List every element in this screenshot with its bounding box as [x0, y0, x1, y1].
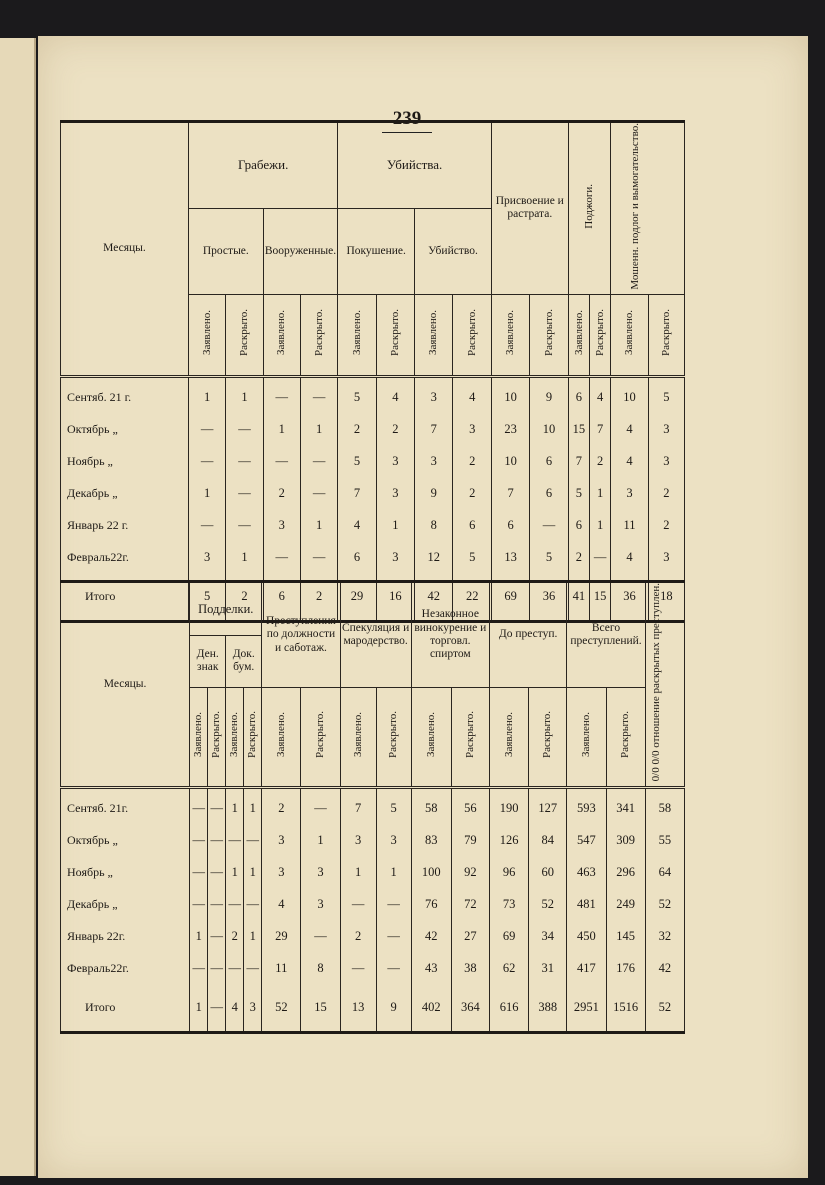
total-cell: 2951: [567, 985, 606, 1033]
value-cell: 4: [611, 414, 648, 446]
total-cell: 1: [190, 985, 208, 1033]
group-murder: Убийства.: [338, 122, 492, 209]
col-label: Заявлено.: [567, 687, 606, 787]
value-cell: —: [208, 921, 226, 953]
value-cell: 145: [606, 921, 645, 953]
value-cell: 4: [453, 382, 491, 414]
value-cell: —: [244, 825, 262, 857]
value-cell: 7: [590, 414, 611, 446]
total-cell: 36: [611, 574, 648, 622]
group-fraud: [611, 122, 685, 295]
value-cell: 13: [491, 542, 529, 574]
value-cell: 1: [226, 382, 263, 414]
value-cell: 2: [568, 542, 589, 574]
value-cell: 52: [529, 889, 567, 921]
value-cell: 4: [590, 382, 611, 414]
value-cell: 3: [188, 542, 225, 574]
col-label: Раскрыто.: [244, 687, 262, 787]
total-cell: 52: [262, 985, 301, 1033]
value-cell: —: [301, 793, 340, 825]
value-cell: —: [190, 889, 208, 921]
month-cell: Декабрь „: [61, 889, 190, 921]
table-row: [61, 921, 685, 953]
value-cell: 32: [645, 921, 684, 953]
value-cell: 4: [262, 889, 301, 921]
value-cell: 1: [590, 478, 611, 510]
col-label: Раскрыто.: [530, 294, 568, 376]
value-cell: —: [226, 446, 263, 478]
value-cell: 2: [226, 921, 244, 953]
table-row: [61, 414, 685, 446]
value-cell: —: [188, 414, 225, 446]
value-cell: 547: [567, 825, 606, 857]
month-cell: Январь 22г.: [61, 921, 190, 953]
col-label: Заявлено.: [568, 294, 589, 376]
value-cell: 3: [376, 478, 414, 510]
table-row: [61, 793, 685, 825]
value-cell: 3: [415, 446, 453, 478]
table-row: [61, 953, 685, 985]
value-cell: —: [300, 478, 337, 510]
col-label: Заявлено.: [188, 294, 225, 376]
col-label: Заявлено.: [338, 294, 376, 376]
value-cell: 3: [301, 889, 340, 921]
value-cell: 6: [568, 382, 589, 414]
col-label: Заявлено.: [262, 687, 301, 787]
value-cell: 3: [376, 446, 414, 478]
value-cell: 1: [244, 857, 262, 889]
total-cell: —: [208, 985, 226, 1033]
month-cell: Январь 22 г.: [61, 510, 189, 542]
total-cell: 22: [453, 574, 491, 622]
value-cell: 43: [411, 953, 451, 985]
value-cell: 1: [244, 793, 262, 825]
value-cell: 5: [376, 793, 411, 825]
value-cell: 2: [263, 478, 300, 510]
value-cell: 3: [648, 414, 684, 446]
total-cell: 402: [411, 985, 451, 1033]
month-cell: Сентяб. 21 г.: [61, 382, 189, 414]
value-cell: 1: [301, 825, 340, 857]
value-cell: 3: [415, 382, 453, 414]
value-cell: 2: [453, 478, 491, 510]
value-cell: 1: [300, 414, 337, 446]
group-total-crimes: Всего преступлений.: [567, 582, 645, 688]
value-cell: 3: [340, 825, 376, 857]
value-cell: —: [208, 889, 226, 921]
value-cell: —: [530, 510, 568, 542]
value-cell: 1: [263, 414, 300, 446]
value-cell: 9: [530, 382, 568, 414]
value-cell: 4: [611, 542, 648, 574]
value-cell: 2: [453, 446, 491, 478]
total-row: [61, 985, 685, 1033]
value-cell: 69: [490, 921, 529, 953]
value-cell: 62: [490, 953, 529, 985]
value-cell: —: [190, 825, 208, 857]
value-cell: 341: [606, 793, 645, 825]
value-cell: 84: [529, 825, 567, 857]
col-label: Раскрыто.: [208, 687, 226, 787]
value-cell: 4: [376, 382, 414, 414]
value-cell: 72: [451, 889, 489, 921]
value-cell: 1: [376, 857, 411, 889]
value-cell: —: [188, 510, 225, 542]
total-cell: 36: [530, 574, 568, 622]
value-cell: 463: [567, 857, 606, 889]
value-cell: 126: [490, 825, 529, 857]
col-label: Заявлено.: [263, 294, 300, 376]
table-row: [61, 542, 685, 574]
value-cell: —: [244, 889, 262, 921]
value-cell: 42: [645, 953, 684, 985]
value-cell: —: [226, 825, 244, 857]
value-cell: 8: [415, 510, 453, 542]
month-cell: Октябрь „: [61, 825, 190, 857]
total-cell: 4: [226, 985, 244, 1033]
col-label: Раскрыто.: [606, 687, 645, 787]
value-cell: 5: [338, 382, 376, 414]
total-cell: 1516: [606, 985, 645, 1033]
value-cell: 249: [606, 889, 645, 921]
value-cell: 56: [451, 793, 489, 825]
value-cell: 29: [262, 921, 301, 953]
value-cell: 83: [411, 825, 451, 857]
value-cell: 6: [568, 510, 589, 542]
value-cell: —: [208, 825, 226, 857]
value-cell: —: [340, 953, 376, 985]
total-cell: 52: [645, 985, 684, 1033]
month-cell: Ноябрь „: [61, 857, 190, 889]
value-cell: —: [263, 382, 300, 414]
value-cell: 34: [529, 921, 567, 953]
value-cell: 1: [190, 921, 208, 953]
total-cell: 42: [415, 574, 453, 622]
value-cell: 5: [568, 478, 589, 510]
col-label: Заявлено.: [190, 687, 208, 787]
value-cell: 23: [491, 414, 529, 446]
value-cell: 55: [645, 825, 684, 857]
value-cell: 42: [411, 921, 451, 953]
value-cell: 52: [645, 889, 684, 921]
group-fraud-label: Мошенн. подлог и вымогательство.: [628, 123, 641, 290]
value-cell: 1: [226, 542, 263, 574]
value-cell: 593: [567, 793, 606, 825]
value-cell: 1: [188, 382, 225, 414]
value-cell: 190: [490, 793, 529, 825]
value-cell: —: [190, 857, 208, 889]
total-cell: 9: [376, 985, 411, 1033]
col-label: Заявлено.: [340, 687, 376, 787]
total-cell: 616: [490, 985, 529, 1033]
group-moonshine: Незаконное винокурение и торговл. спиртом: [411, 582, 489, 688]
value-cell: 127: [529, 793, 567, 825]
value-cell: 2: [340, 921, 376, 953]
value-cell: 58: [411, 793, 451, 825]
col-label: Раскрыто.: [453, 294, 491, 376]
value-cell: 6: [338, 542, 376, 574]
value-cell: 3: [648, 542, 684, 574]
value-cell: 92: [451, 857, 489, 889]
value-cell: —: [188, 446, 225, 478]
value-cell: 417: [567, 953, 606, 985]
value-cell: 7: [338, 478, 376, 510]
value-cell: 5: [530, 542, 568, 574]
value-cell: 7: [415, 414, 453, 446]
total-cell: 6: [263, 574, 300, 622]
value-cell: 3: [262, 857, 301, 889]
col-label: Заявлено.: [611, 294, 648, 376]
value-cell: —: [244, 953, 262, 985]
sub-simple: Простые.: [188, 209, 263, 294]
value-cell: 2: [262, 793, 301, 825]
sub-killing: Убийство.: [415, 209, 492, 294]
value-cell: —: [376, 921, 411, 953]
value-cell: 3: [376, 542, 414, 574]
group-forgery: Подделки.: [190, 582, 262, 636]
crime-table-1: [60, 120, 685, 623]
col-label: Раскрыто.: [529, 687, 567, 787]
value-cell: 1: [340, 857, 376, 889]
value-cell: 6: [530, 446, 568, 478]
group-speculation: Спекуляция и мародерство.: [340, 582, 411, 688]
total-cell: 18: [648, 574, 684, 622]
value-cell: 73: [490, 889, 529, 921]
month-cell: Сентяб. 21г.: [61, 793, 190, 825]
sub-armed: Вооруженные.: [263, 209, 338, 294]
value-cell: —: [300, 446, 337, 478]
col-label: Раскрыто.: [590, 294, 611, 376]
value-cell: 31: [529, 953, 567, 985]
sub-attempt: Покушение.: [338, 209, 415, 294]
value-cell: 2: [648, 478, 684, 510]
value-cell: 5: [338, 446, 376, 478]
col-label: Раскрыто.: [301, 687, 340, 787]
sub-money-signs: Ден. знак: [190, 635, 226, 687]
table-row: [61, 510, 685, 542]
col-label: Раскрыто.: [376, 294, 414, 376]
col-label: Раскрыто.: [226, 294, 263, 376]
left-page-edge: [0, 38, 36, 1176]
value-cell: —: [226, 889, 244, 921]
value-cell: 3: [453, 414, 491, 446]
month-column-header-2: Месяцы.: [61, 582, 190, 788]
value-cell: 4: [338, 510, 376, 542]
value-cell: 1: [300, 510, 337, 542]
month-cell: Февраль22г.: [61, 953, 190, 985]
table-row: [61, 889, 685, 921]
value-cell: 2: [338, 414, 376, 446]
value-cell: 481: [567, 889, 606, 921]
group-other-crimes: До преступ.: [490, 582, 567, 688]
value-cell: 5: [453, 542, 491, 574]
value-cell: 96: [490, 857, 529, 889]
value-cell: 4: [611, 446, 648, 478]
value-cell: 15: [568, 414, 589, 446]
value-cell: 10: [530, 414, 568, 446]
value-cell: 64: [645, 857, 684, 889]
value-cell: —: [376, 889, 411, 921]
value-cell: —: [340, 889, 376, 921]
value-cell: 3: [611, 478, 648, 510]
value-cell: 2: [648, 510, 684, 542]
group-arson-label: Поджоги.: [583, 183, 596, 229]
table-2-body: [61, 787, 685, 1032]
col-label: Заявлено.: [226, 687, 244, 787]
value-cell: —: [226, 478, 263, 510]
total-cell: 3: [244, 985, 262, 1033]
value-cell: —: [226, 414, 263, 446]
value-cell: 3: [301, 857, 340, 889]
value-cell: 296: [606, 857, 645, 889]
value-cell: —: [208, 793, 226, 825]
value-cell: —: [226, 953, 244, 985]
value-cell: 7: [568, 446, 589, 478]
value-cell: 2: [590, 446, 611, 478]
table-row: [61, 857, 685, 889]
value-cell: 7: [340, 793, 376, 825]
value-cell: —: [376, 953, 411, 985]
value-cell: 3: [263, 510, 300, 542]
value-cell: 27: [451, 921, 489, 953]
value-cell: 309: [606, 825, 645, 857]
value-cell: 60: [529, 857, 567, 889]
month-cell: Ноябрь „: [61, 446, 189, 478]
value-cell: —: [208, 857, 226, 889]
group-percent-solved-label: 0/0 0/0 отношение раскрытых преступлен.: [649, 583, 662, 782]
table-row: [61, 446, 685, 478]
value-cell: —: [300, 542, 337, 574]
value-cell: 12: [415, 542, 453, 574]
total-cell: 15: [301, 985, 340, 1033]
value-cell: —: [208, 953, 226, 985]
crime-table-2: [60, 580, 685, 1034]
total-cell: 13: [340, 985, 376, 1033]
total-cell: 364: [451, 985, 489, 1033]
value-cell: 6: [530, 478, 568, 510]
col-label: Раскрыто.: [451, 687, 489, 787]
value-cell: 176: [606, 953, 645, 985]
table-row: [61, 382, 685, 414]
value-cell: —: [263, 446, 300, 478]
total-cell: 15: [590, 574, 611, 622]
table-row: [61, 478, 685, 510]
value-cell: 10: [491, 446, 529, 478]
total-label: Итого: [61, 574, 189, 622]
total-cell: 16: [376, 574, 414, 622]
value-cell: —: [301, 921, 340, 953]
value-cell: 6: [491, 510, 529, 542]
value-cell: 9: [415, 478, 453, 510]
value-cell: 1: [188, 478, 225, 510]
value-cell: 2: [376, 414, 414, 446]
page-number: 239: [382, 108, 432, 133]
value-cell: —: [263, 542, 300, 574]
value-cell: 58: [645, 793, 684, 825]
group-percent-solved: [645, 582, 684, 788]
total-cell: 2: [226, 574, 263, 622]
total-cell: 69: [491, 574, 529, 622]
col-label: Заявлено.: [491, 294, 529, 376]
value-cell: —: [190, 953, 208, 985]
value-cell: 3: [262, 825, 301, 857]
month-cell: Февраль22г.: [61, 542, 189, 574]
month-cell: Декабрь „: [61, 478, 189, 510]
value-cell: 1: [244, 921, 262, 953]
value-cell: 1: [226, 857, 244, 889]
value-cell: 10: [491, 382, 529, 414]
value-cell: 38: [451, 953, 489, 985]
col-label: Заявлено.: [415, 294, 453, 376]
value-cell: 10: [611, 382, 648, 414]
group-office-crimes: Преступления по должности и саботаж.: [262, 582, 340, 688]
month-column-header: Месяцы.: [61, 122, 189, 377]
value-cell: 7: [491, 478, 529, 510]
group-embezzlement: Присвоение и растрата.: [491, 122, 568, 295]
col-label: Раскрыто.: [300, 294, 337, 376]
total-cell: 5: [188, 574, 225, 622]
value-cell: 3: [376, 825, 411, 857]
month-cell: Октябрь „: [61, 414, 189, 446]
group-arson: [568, 122, 611, 295]
col-label: Раскрыто.: [376, 687, 411, 787]
total-cell: 41: [568, 574, 589, 622]
value-cell: 1: [590, 510, 611, 542]
sub-documents: Док. бум.: [226, 635, 262, 687]
table-row: [61, 825, 685, 857]
col-label: Раскрыто.: [648, 294, 684, 376]
value-cell: —: [300, 382, 337, 414]
value-cell: 3: [648, 446, 684, 478]
value-cell: 1: [226, 793, 244, 825]
value-cell: —: [190, 793, 208, 825]
value-cell: 79: [451, 825, 489, 857]
col-label: Заявлено.: [411, 687, 451, 787]
total-cell: 388: [529, 985, 567, 1033]
value-cell: —: [226, 510, 263, 542]
value-cell: 11: [262, 953, 301, 985]
col-label: Заявлено.: [490, 687, 529, 787]
total-cell: 2: [300, 574, 337, 622]
value-cell: 1: [376, 510, 414, 542]
value-cell: 8: [301, 953, 340, 985]
value-cell: 5: [648, 382, 684, 414]
value-cell: 450: [567, 921, 606, 953]
value-cell: 6: [453, 510, 491, 542]
value-cell: 100: [411, 857, 451, 889]
total-cell: 29: [338, 574, 376, 622]
value-cell: 76: [411, 889, 451, 921]
value-cell: —: [590, 542, 611, 574]
value-cell: 11: [611, 510, 648, 542]
group-robbery: Грабежи.: [188, 122, 337, 209]
total-label: Итого: [61, 985, 190, 1033]
